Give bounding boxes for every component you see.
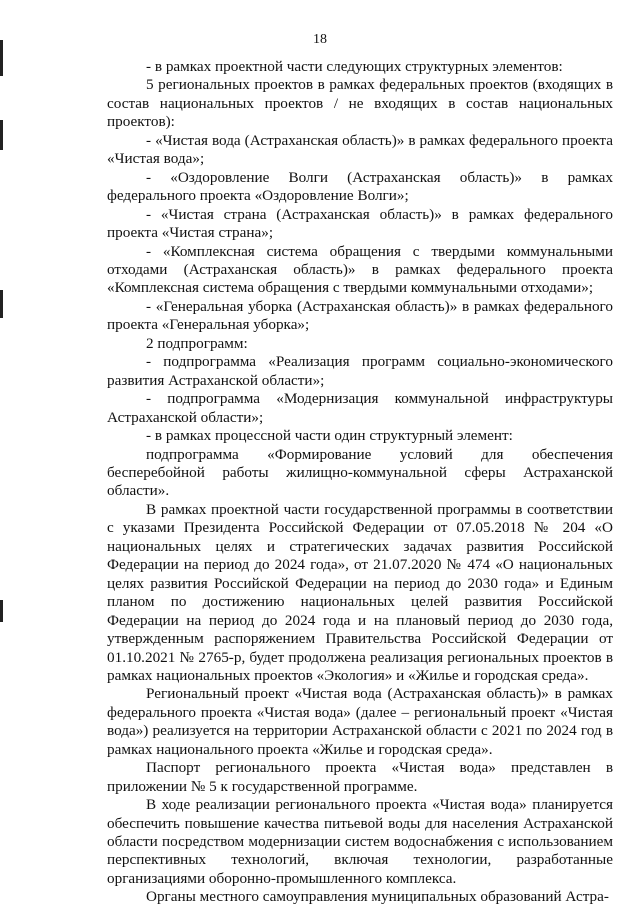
scan-edge-marks — [0, 0, 4, 905]
list-item: - «Чистая страна (Астраханская область)» в рамках федерального проекта «Чистая страна»; — [107, 205, 613, 242]
paragraph: 5 региональных проектов в рамках федеральных проектов (входящих в состав национальных проектов / не входящих в состав национальных проектов): — [107, 76, 613, 131]
document-body — [107, 58, 613, 907]
paragraph: Паспорт регионального проекта «Чистая вода» представлен в приложении № 5 к государственной программе. — [107, 759, 613, 795]
paragraph: Региональный проект «Чистая вода (Астраханская область)» в рамках федерального проекта «Чистая вода» (далее – региональный проект «Чистая вода») реализуется на территории Астраханской области с 2021 по 2024 год в рамках национального проекта «Жилье и городская среда». — [107, 685, 613, 758]
paragraph: В рамках проектной части государственной программы в соответствии с указами Президента Российской Федерации от 07.05.2018 № 204 «О национальных целях и стратегических задачах развития Российской Федерации на период до 2024 года», от 21.07.2020 № 474 «О национальных целях развития Российской Федерации на период до 2030 года» и Единым планом по достижению национальных целей развития Российской Федерации на период до 2024 года и на плановый период до 2030 года, утвержденным распоряжением Правительства Российской Федерации от 01.10.2021 № 2765-р, будет продолжена реализация региональных проектов в рамках национальных проектов «Экология» и «Жилье и городская среда». — [107, 500, 613, 684]
paragraph: - в рамках процессной части один структурный элемент: — [146, 427, 513, 445]
list-item: - «Оздоровление Волги (Астраханская область)» в рамках федерального проекта «Оздоровление Волги»; — [107, 168, 613, 205]
paragraph: В ходе реализации регионального проекта «Чистая вода» планируется обеспечить повышение качества питьевой воды для населения Астраханской области посредством модернизации систем водоснабжения с использованием перспективных технологий, включая технологии, разработанные организациями оборонно-промышленного комплекса. — [107, 796, 613, 887]
list-item: - «Чистая вода (Астраханская область)» в рамках федерального проекта «Чистая вода»; — [107, 131, 613, 168]
list-item: - «Комплексная система обращения с твердыми коммунальными отходами (Астраханская область)» в рамках федерального проекта «Комплексная система обращения с твердыми коммунальными отходами»; — [107, 242, 613, 297]
paragraph: 2 подпрограмм: — [146, 334, 248, 352]
list-item: - «Генеральная уборка (Астраханская область)» в рамках федерального проекта «Генеральная уборка»; — [107, 297, 613, 334]
list-item: - подпрограмма «Реализация программ социально-экономического развития Астраханской области»; — [107, 353, 613, 389]
paragraph: подпрограмма «Формирование условий для обеспечения бесперебойной работы жилищно-коммунальной сферы Астраханской области». — [107, 445, 613, 500]
page-number: 18 — [313, 32, 327, 47]
paragraph: Органы местного самоуправления муниципальных образований Астра- — [146, 888, 609, 906]
paragraph: - в рамках проектной части следующих структурных элементов: — [146, 58, 563, 75]
list-item: - подпрограмма «Модернизация коммунальной инфраструктуры Астраханской области»; — [107, 390, 613, 426]
